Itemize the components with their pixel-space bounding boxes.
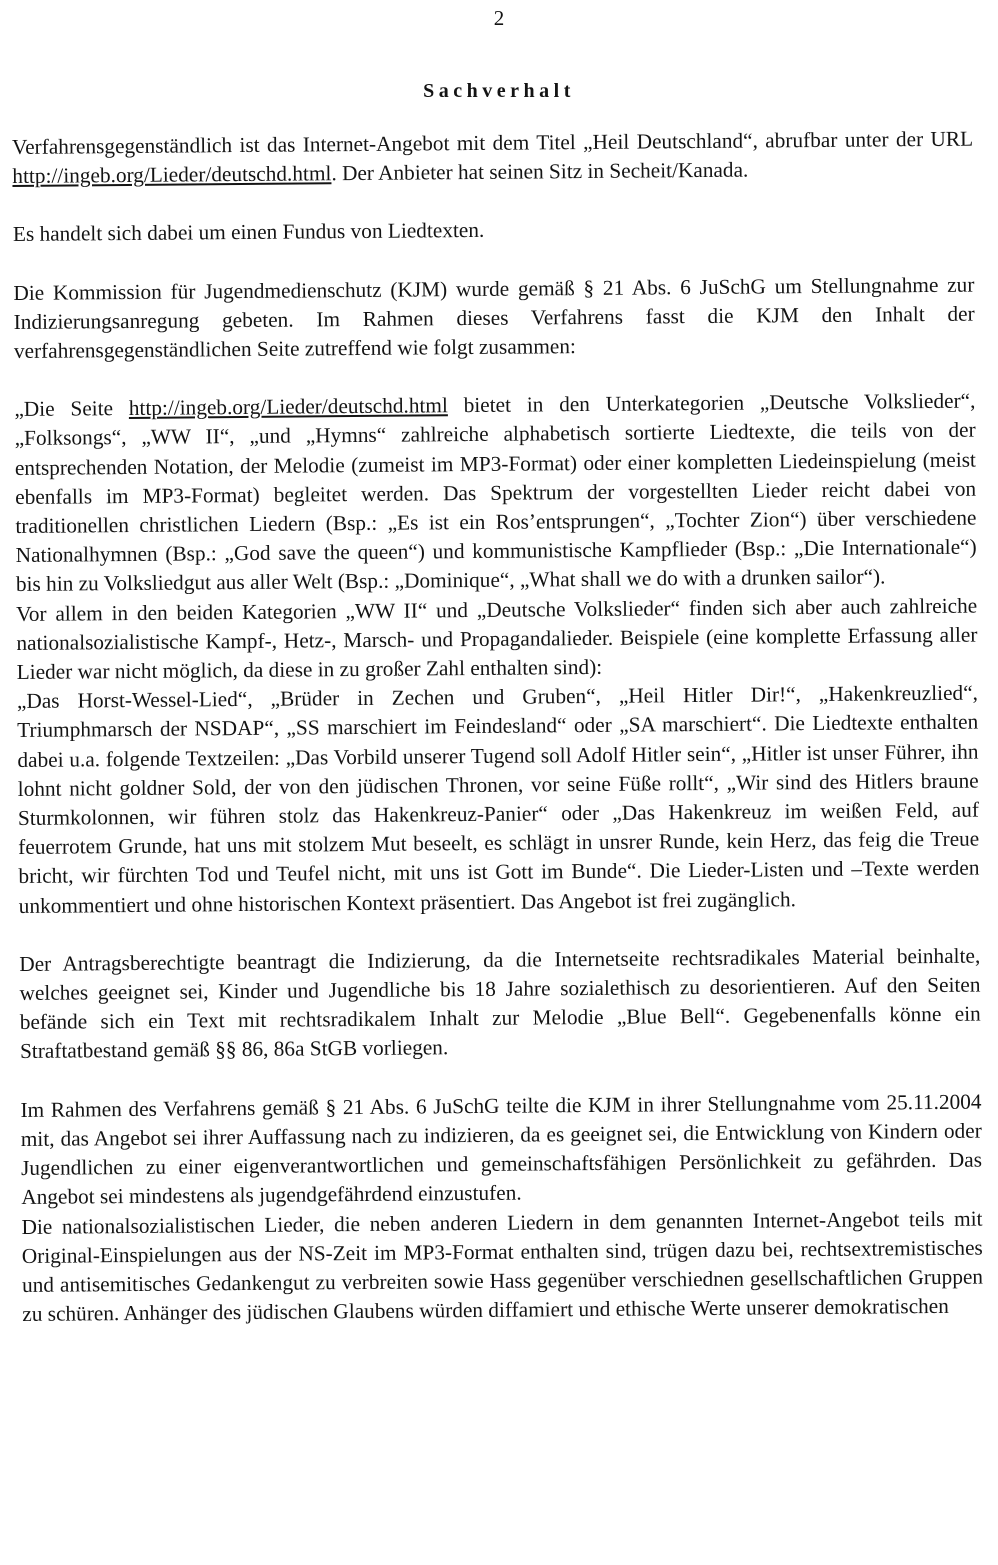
document-body — [12, 125, 983, 1330]
paragraph-ns-songs: Die nationalsozialistischen Lieder, die neben anderen Liedern in dem genannten Internet-Angebot teils mit Original-Einspielungen aus der NS-Zeit im MP3-Format enthalten sind, trügen dazu bei, rechtsextremistisches und antisemitisches Gedankengut zu verbreiten sowie Hass gegenüber verschiednen gesellschaftlichen Gruppen zu schüren. Anhänger des jüdischen Glaubens würden diffamiert und ethische Werte unserer demokratischen — [21, 1206, 984, 1327]
paragraph-applicant: Der Antragsberechtigte beantragt die Indizierung, da die Internetseite rechtsradikales Material beinhalte, welches geeignet sei, Kinder und Jugendliche bis 18 Jahre sozialethisch zu desorientieren. Auf den Seiten befände sich ein Text mit rechtsradikalem Inhalt zur Melodie „Blue Bell“. Gegebenenfalls könne ein Straftatbestand gemäß §§ 86, 86a StGB vorliegen. — [19, 943, 981, 1064]
quote-text: bietet in den Unterkategorien „Deutsche Volkslieder“, „Folksongs“, „WW II“, „und „Hymns“ zahlreiche alphabetisch sortierte Liedtexte, die teils von der entsprechenden Notation, der Melodie (zumeist im MP3-Format) oder einer kompletten Liedeinspielung (meist ebenfalls im MP3-Format) begleitet werden. Das Spektrum der vorgestellten Lieder reicht dabei von traditionellen christlichen Liedern (Bsp.: „Es ist ein Ros’entsprungen“, „Tochter Zion“) über verschiedene Nationalhymnen (Bsp.: „God save the queen“) und kommunistische Kampflieder (Bsp.: „Die Internationale“) bis hin zu Volksliedgut aus aller Welt (Bsp.: „Dominique“, „What shall we do with a drunken sailor“). — [14, 388, 977, 597]
url-link[interactable]: http://ingeb.org/Lieder/deutschd.html — [128, 393, 448, 421]
paragraph-text: . Der Anbieter hat seinen Sitz in Secheit/Kanada. — [331, 157, 749, 186]
paragraph-kjm-statement: Im Rahmen des Verfahrens gemäß § 21 Abs. 6 JuSchG teilte die KJM in ihrer Stellungnahme vom 25.11.2004 mit, das Angebot sei ihrer Auffassung nach zu indizieren, da es geeignet sei, die Entwicklung von Kindern oder Jugendlichen zu einer eigenverantwortlichen und gemeinschaftsfähigen Persönlichkeit zu gefährden. Das Angebot sei mindestens als jugendgefährdend einzustufen. — [20, 1089, 983, 1210]
paragraph-subject-matter — [12, 125, 973, 192]
paragraph-kjm-request: Die Kommission für Jugendmedienschutz (KJM) wurde gemäß § 21 Abs. 6 JuSchG um Stellungnahme zur Indizierungsanregung gebeten. Im Rahmen dieses Verfahrens fasst die KJM den Inhalt der verfahrensgegenständlichen Seite zutreffend wie folgt zusammen: — [13, 272, 975, 364]
quote-paragraph-songs: „Das Horst-Wessel-Lied“, „Brüder in Zechen und Gruben“, „Heil Hitler Dir!“, „Hakenkreuzlied“, Triumphmarsch der NSDAP“, „SS marschiert im Feindesland“ oder „SA marschiert“. Die Liedtexte enthalten dabei u.a. folgende Textzeilen: „Das Vorbild unserer Tugend soll Adolf Hitler sein“, „Hitler ist unser Führer, ihn lohnt nicht goldner Sold, der von den jüdischen Thronen, vor seine Füße rollt“, „Wir sind des Hitlers braune Sturmkolonnen, wir führen stolz das Hakenkreuz-Panier“ oder „Das Hakenkreuz im weißen Feld, auf feuerrotem Grunde, hat uns mit stolzem Mut beseelt, es schlägt in unsrer Runde, kein Herz, das feig die Treue bricht, wir fürchten Tod und Teufel nicht, mit uns ist Gott im Bunde“. Die Lieder-Listen und –Texte werden unkommentiert und ohne historischen Kontext präsentiert. Das Angebot ist frei zugänglich. — [16, 680, 980, 918]
quote-paragraph-categories: Vor allem in den beiden Kategorien „WW II“ und „Deutsche Volkslieder“ finden sich aber auch zahlreiche nationalsozialistische Kampf-, Hetz-, Marsch- und Propagandalieder. Beispiele (eine komplette Erfassung aller Lieder war nicht möglich, da diese in zu großer Zahl enthalten sind): — [16, 593, 978, 685]
quote-text: „Die Seite — [14, 396, 129, 422]
url-link[interactable]: http://ingeb.org/Lieder/deutschd.html — [12, 161, 332, 189]
section-heading: Sachverhalt — [423, 80, 575, 102]
page-number: 2 — [493, 6, 505, 30]
paragraph-text: Verfahrensgegenständlich ist das Internet-Angebot mit dem Titel „Heil Deutschland“, abrufbar unter der URL — [12, 126, 974, 159]
quote-paragraph-overview — [14, 387, 977, 600]
paragraph-fundus: Es handelt sich dabei um einen Fundus von Liedtexten. — [12, 218, 485, 247]
